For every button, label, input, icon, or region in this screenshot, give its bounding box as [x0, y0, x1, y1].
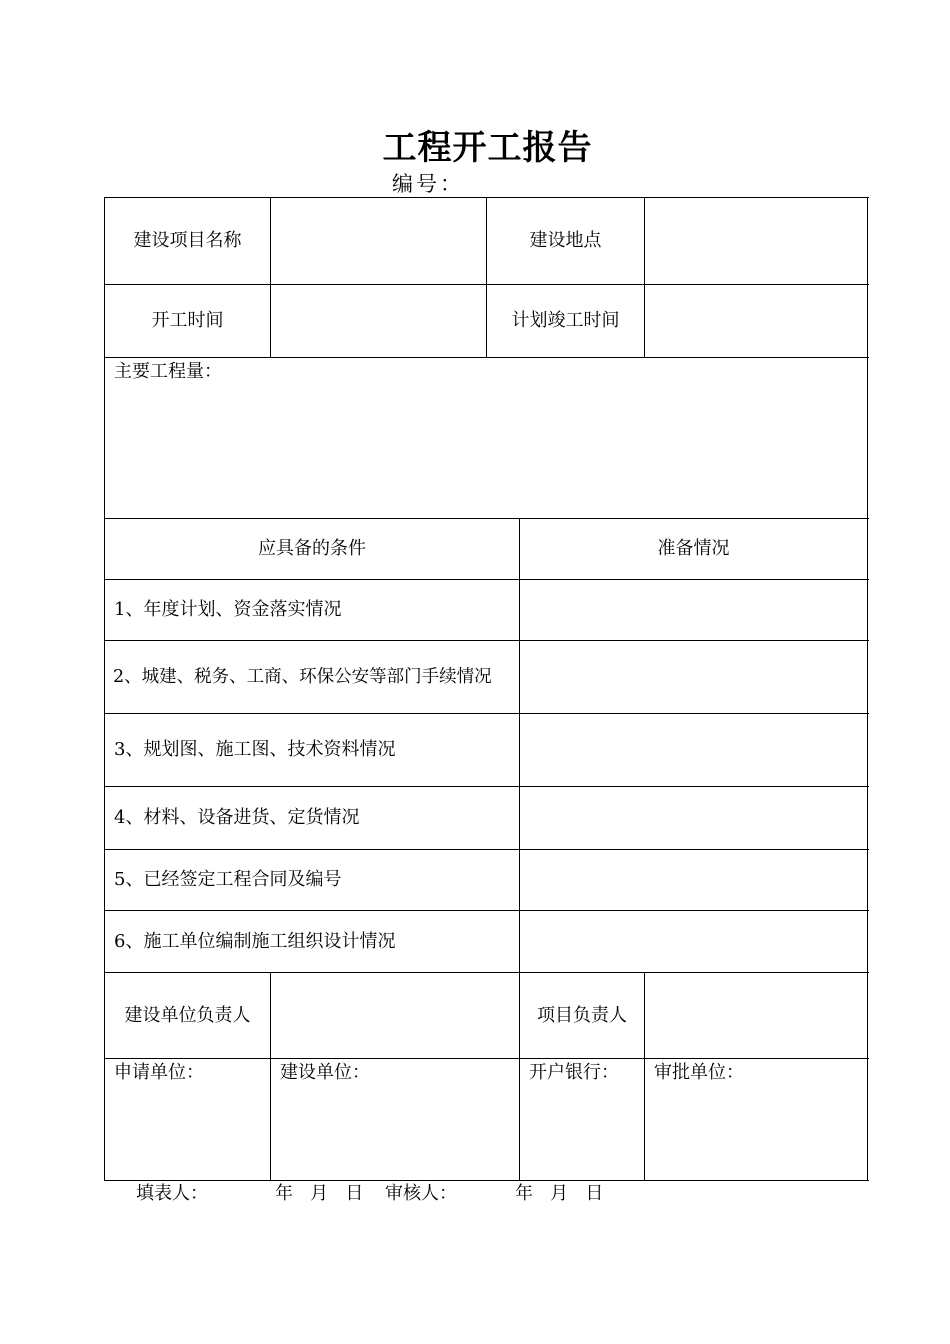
owner-responsible-label: 建设单位负责人 [124, 1004, 251, 1026]
start-time-label: 开工时间 [151, 310, 224, 331]
main-quantities-label: 主要工程量： [114, 361, 222, 382]
review-date: 年 月 日 [515, 1183, 604, 1204]
project-manager-label: 项目负责人 [537, 1004, 627, 1026]
filler-label: 填表人： [136, 1183, 208, 1204]
start-time-field[interactable] [271, 285, 486, 357]
location-label: 建设地点 [529, 230, 602, 251]
owner-responsible-field[interactable] [271, 973, 519, 1058]
preparation-header: 准备情况 [657, 538, 730, 559]
conditions-header: 应具备的条件 [258, 538, 366, 559]
preparation-field-4[interactable] [520, 787, 867, 849]
preparation-field-2[interactable] [520, 641, 867, 713]
condition-item-2: 2、城建、税务、工商、环保公安等部门手续情况 [113, 667, 492, 687]
preparation-field-3[interactable] [520, 714, 867, 786]
planned-completion-label: 计划竣工时间 [511, 310, 620, 331]
reviewer-label: 审核人： [385, 1183, 457, 1204]
condition-item-3: 3、规划图、施工图、技术资料情况 [114, 739, 396, 760]
project-name-label: 建设项目名称 [133, 230, 242, 251]
table-border-bottom [104, 1180, 869, 1181]
condition-item-5: 5、已经签定工程合同及编号 [114, 869, 342, 890]
preparation-field-6[interactable] [520, 911, 867, 972]
preparation-field-5[interactable] [520, 850, 867, 910]
fill-date: 年 月 日 [275, 1183, 364, 1204]
project-manager-field[interactable] [645, 973, 867, 1058]
document-title: 工程开工报告 [382, 128, 593, 168]
applicant-unit-label: 申请单位： [114, 1062, 204, 1083]
project-name-field[interactable] [271, 198, 486, 284]
table-border-right [867, 197, 868, 1181]
planned-completion-field[interactable] [645, 285, 867, 357]
condition-item-1: 1、年度计划、资金落实情况 [114, 599, 342, 620]
owner-unit-label: 建设单位： [280, 1062, 370, 1083]
condition-item-6: 6、施工单位编制施工组织设计情况 [114, 930, 396, 952]
location-field[interactable] [645, 198, 867, 284]
approver-unit-label: 审批单位： [654, 1062, 744, 1083]
preparation-field-1[interactable] [520, 580, 867, 640]
condition-item-4: 4、材料、设备进货、定货情况 [114, 807, 360, 828]
serial-number-label: 编号： [392, 172, 464, 196]
bank-label: 开户银行： [529, 1062, 619, 1083]
